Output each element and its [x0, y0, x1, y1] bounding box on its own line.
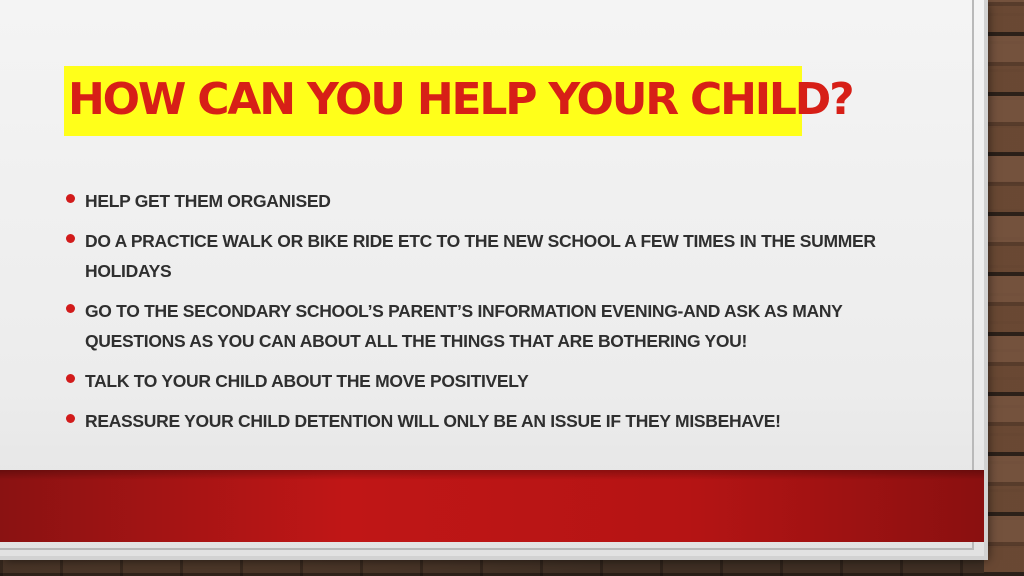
bullet-dot-icon [66, 374, 75, 383]
bullet-text: GO TO THE SECONDARY SCHOOL’S PARENT’S INFORMATION EVENING-AND ASK AS MANY QUESTIONS AS YOU CAN ABOUT ALL THE THINGS THAT ARE BOTHERING YOU! [85, 301, 843, 351]
bullet-item [62, 406, 942, 436]
bullet-item [62, 186, 942, 216]
slide-title: HOW CAN YOU HELP YOUR CHILD? [68, 74, 853, 125]
bullet-text: HELP GET THEM ORGANISED [85, 191, 331, 211]
bullet-item [62, 226, 942, 286]
bullet-text: DO A PRACTICE WALK OR BIKE RIDE ETC TO THE NEW SCHOOL A FEW TIMES IN THE SUMMER HOLIDAYS [85, 231, 876, 281]
bullet-list [62, 186, 942, 446]
bullet-item [62, 366, 942, 396]
brick-edge [984, 0, 1024, 576]
footer-shade [0, 470, 984, 480]
bullet-item [62, 296, 942, 356]
bullet-text: TALK TO YOUR CHILD ABOUT THE MOVE POSITIVELY [85, 371, 529, 391]
bullet-dot-icon [66, 414, 75, 423]
footer-band [0, 470, 984, 542]
bullet-text: REASSURE YOUR CHILD DETENTION WILL ONLY BE AN ISSUE IF THEY MISBEHAVE! [85, 411, 781, 431]
bullet-dot-icon [66, 304, 75, 313]
bullet-dot-icon [66, 234, 75, 243]
bullet-dot-icon [66, 194, 75, 203]
